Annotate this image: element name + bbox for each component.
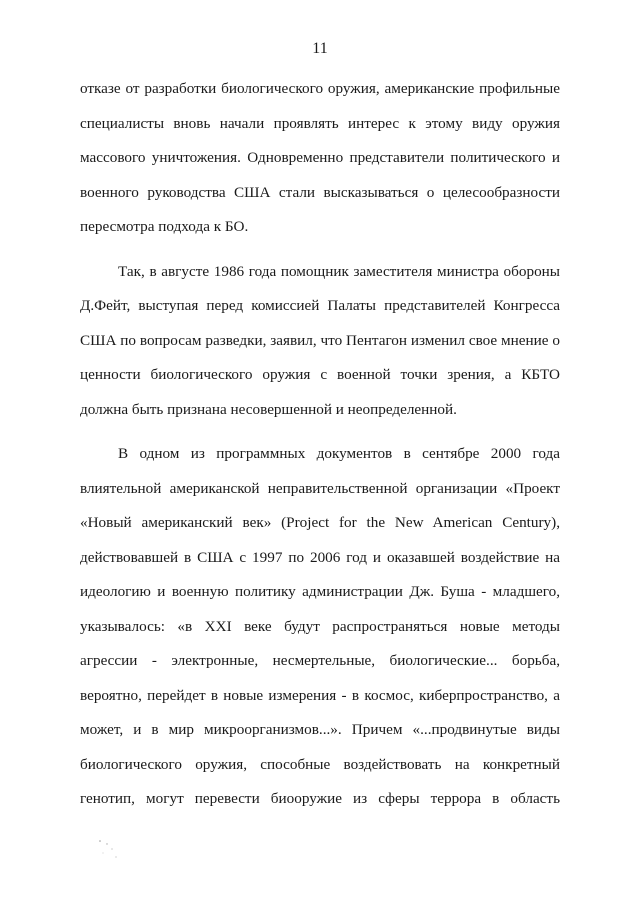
text-line: Так, в августе 1986 года помощник заместителя министра обороны (118, 262, 560, 280)
text-line: массового уничтожения. Одновременно представители политического и (80, 149, 560, 166)
text-line: генотип, могут перевести биооружие из сферы террора в область (80, 790, 560, 807)
text-line: специалисты вновь начали проявлять интерес к этому виду оружия (80, 114, 560, 132)
text-line: должна быть признана несовершенной и неопределенной. (80, 400, 457, 418)
paragraph-2 (80, 259, 560, 432)
text-line: указывалось: «в XXI веке будут распространяться новые методы (80, 617, 560, 635)
page-number: 11 (312, 40, 328, 57)
text-line: военного руководства США стали высказываться о целесообразности (80, 183, 560, 201)
text-line: вероятно, перейдет в новые измерения - в космос, киберпространство, а (80, 686, 560, 704)
document-body (80, 76, 560, 821)
paragraph-1 (80, 76, 560, 249)
text-line: «Новый американский век» (Project for the New American Century), (80, 514, 560, 531)
text-line: США по вопросам разведки, заявил, что Пентагон изменил свое мнение о (80, 331, 560, 349)
text-line: может, и в мир микроорганизмов...». Причем «...продвинутые виды (80, 721, 560, 738)
text-line: влиятельной американской неправительственной организации «Проект (80, 479, 560, 497)
text-line: ценности биологического оружия с военной точки зрения, а КБТО (80, 366, 560, 383)
scan-speck-marks (96, 838, 122, 864)
text-line: агрессии - электронные, несмертельные, биологические... борьба, (80, 652, 560, 669)
text-line: Д.Фейт, выступая перед комиссией Палаты представителей Конгресса (80, 297, 560, 314)
text-line: действовавшей в США с 1997 по 2006 год и оказавшей воздействие на (80, 548, 560, 566)
text-line: В одном из программных документов в сентябре 2000 года (118, 445, 560, 462)
paragraph-3 (80, 441, 560, 821)
text-line: идеологию и военную политику администрации Дж. Буша - младшего, (80, 583, 560, 600)
text-line: биологического оружия, способные воздействовать на конкретный (80, 755, 560, 773)
text-line: пересмотра подхода к БО. (80, 218, 249, 235)
text-line: отказе от разработки биологического оружия, американские профильные (80, 80, 560, 97)
